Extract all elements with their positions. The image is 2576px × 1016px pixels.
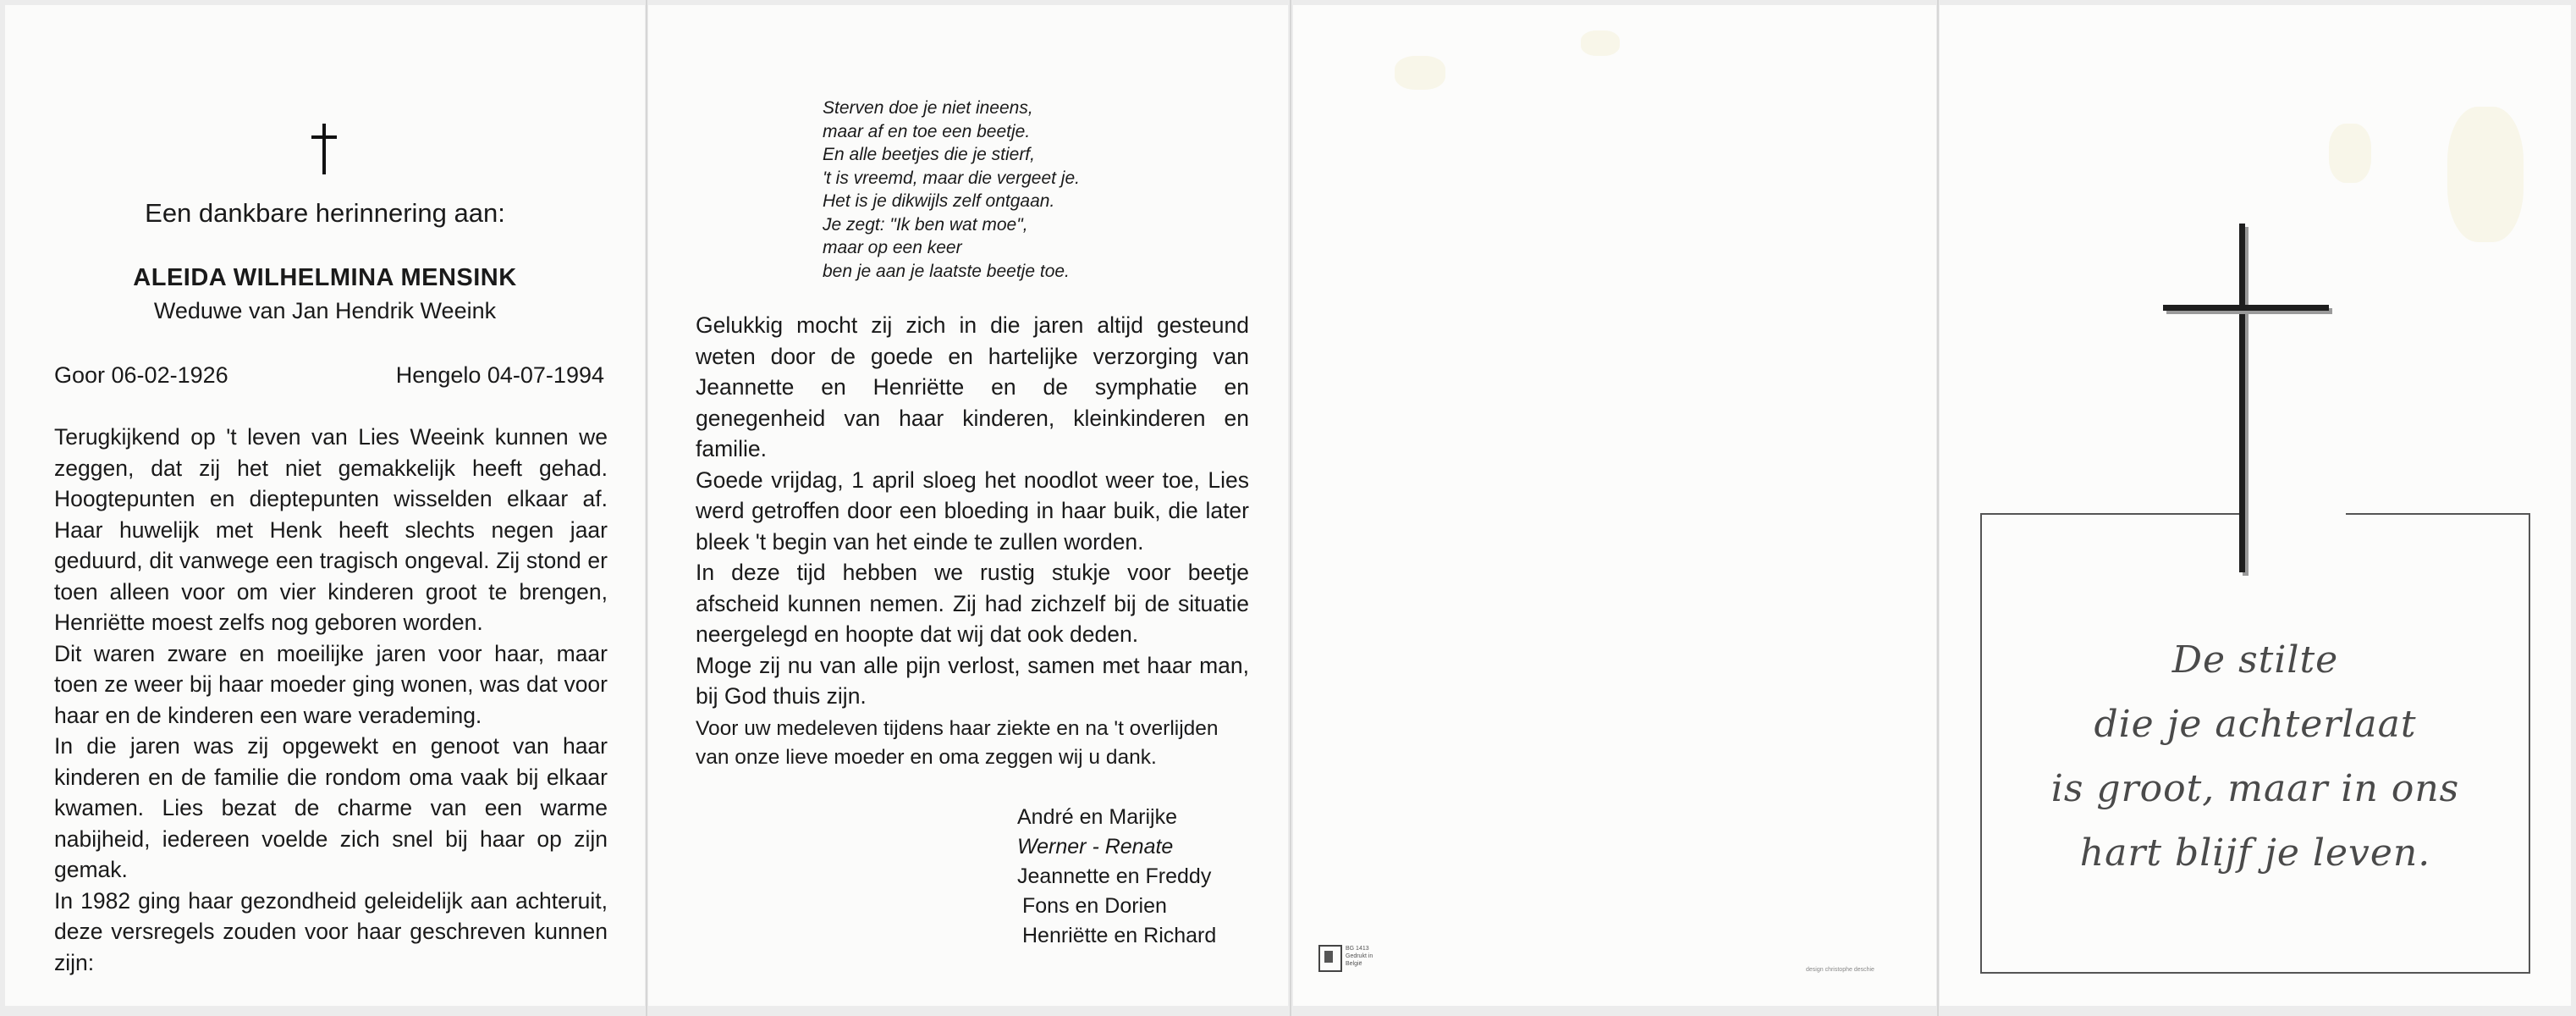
- print-info: [1346, 945, 1373, 968]
- poem-line: 't is vreemd, maar die vergeet je.: [823, 168, 1080, 188]
- fold-line-2: [1290, 0, 1291, 1016]
- cover-verse: [1980, 628, 2530, 886]
- story-paragraph: Gelukkig mocht zij zich in die jaren altijd gesteund weten door de goede en hartelijke verzorging van Jeannette en Henriëtte en de symphatie en genegenheid van haar kinderen, kleinkinderen en familie.: [696, 312, 1249, 461]
- biography-paragraph: In die jaren was zij opgewekt en genoot van haar kinderen en de familie die rondom oma vaak bij elkaar kwamen. Lies bezat de charme van een warme nabijheid, iedereen voelde zich snel bij haar op zijn gemak.: [54, 733, 608, 882]
- biography-paragraph: In 1982 ging haar gezondheid geleidelijk aan achteruit, deze versregels zouden voor haar geschreven kunnen zijn:: [54, 887, 608, 975]
- poem: [823, 97, 1080, 283]
- paper-stain: [2329, 124, 2371, 183]
- biography-paragraph: Dit waren zware en moeilijke jaren voor haar, maar toen ze weer bij haar moeder ging wonen, was dat voor haar en de kinderen een ware verademing.: [54, 640, 608, 728]
- story-text: [696, 310, 1249, 712]
- thanks-text: Voor uw medeleven tijdens haar ziekte en na 't overlijden van onze lieve moeder en oma zeggen wij u dank.: [696, 717, 1219, 769]
- print-info-line: BG 1413: [1346, 946, 1369, 952]
- design-credit: design christophe deschie: [1806, 967, 1874, 973]
- poem-line: Je zegt: "Ik ben wat moe",: [823, 214, 1028, 235]
- intro-line: Een dankbare herinnering aan:: [145, 198, 505, 228]
- signatures: [1017, 803, 1216, 951]
- biography-paragraph: Terugkijkend op 't leven van Lies Weeink kunnen we zeggen, dat zij het niet gemakkelijk heeft gehad. Hoogtepunten en dieptepunten wisselden elkaar af. Haar huwelijk met Henk heeft slechts negen jaar geduurd, dit vanwege een tragisch ongeval. Zij stond er toen alleen voor om vier kinderen groot te brengen, Henriëtte moest zelfs nog geboren worden.: [54, 424, 608, 635]
- birth-date: Goor 06-02-1926: [54, 362, 228, 388]
- signature-line: Fons en Dorien: [1022, 894, 1167, 918]
- print-info-line: Gedrukt in: [1346, 953, 1373, 959]
- fold-line-1: [646, 0, 647, 1016]
- card-panel-cover: [1940, 5, 2571, 1006]
- card-panel-inner: [648, 5, 1288, 1006]
- widow-of-line: Weduwe van Jan Hendrik Weeink: [153, 298, 497, 323]
- deceased-name: ALEIDA WILHELMINA MENSINK: [133, 264, 517, 291]
- death-date: Hengelo 04-07-1994: [395, 362, 604, 388]
- biography-text: [54, 422, 608, 978]
- signature-line: Werner - Renate: [1017, 835, 1174, 859]
- story-paragraph: Moge zij nu van alle pijn verlost, samen met haar man, bij God thuis zijn.: [696, 652, 1249, 709]
- poem-line: maar af en toe een beetje.: [823, 121, 1031, 141]
- story-paragraph: In deze tijd hebben we rustig stukje voor beetje afscheid kunnen nemen. Zij had zichzelf bij de situatie neergelegd en hoopte dat wij dat ook deden.: [696, 560, 1249, 647]
- signature-line: André en Marijke: [1017, 805, 1177, 829]
- poem-line: Het is je dikwijls zelf ontgaan.: [823, 191, 1055, 211]
- signature-line: Henriëtte en Richard: [1022, 924, 1217, 947]
- card-panel-back: [1293, 5, 1936, 1006]
- verse-line: is groot, maar in ons: [2050, 767, 2460, 810]
- paper-stain: [1581, 30, 1620, 56]
- verse-line: De stilte: [2171, 638, 2339, 682]
- cross-icon: [310, 124, 339, 174]
- verse-line: die je achterlaat: [2094, 703, 2417, 746]
- paper-stain: [1395, 56, 1445, 90]
- fold-line-3: [1937, 0, 1939, 1016]
- poem-line: maar op een keer: [823, 238, 962, 257]
- cross-icon: [2163, 224, 2337, 577]
- poem-line: ben je aan je laatste beetje toe.: [823, 261, 1070, 281]
- paper-stain: [2447, 107, 2524, 242]
- printer-logo-icon: [1318, 945, 1342, 972]
- signature-line: Jeannette en Freddy: [1017, 864, 1212, 888]
- card-panel-front-left: [5, 5, 645, 1006]
- print-info-line: België: [1346, 961, 1362, 967]
- poem-line: Sterven doe je niet ineens,: [823, 98, 1033, 118]
- poem-line: En alle beetjes die je stierf,: [823, 145, 1035, 164]
- story-paragraph: Goede vrijdag, 1 april sloeg het noodlot weer toe, Lies werd getroffen door een bloeding in haar buik, die later bleek 't begin van het einde te zullen worden.: [696, 467, 1249, 555]
- verse-line: hart blijf je leven.: [2079, 831, 2431, 875]
